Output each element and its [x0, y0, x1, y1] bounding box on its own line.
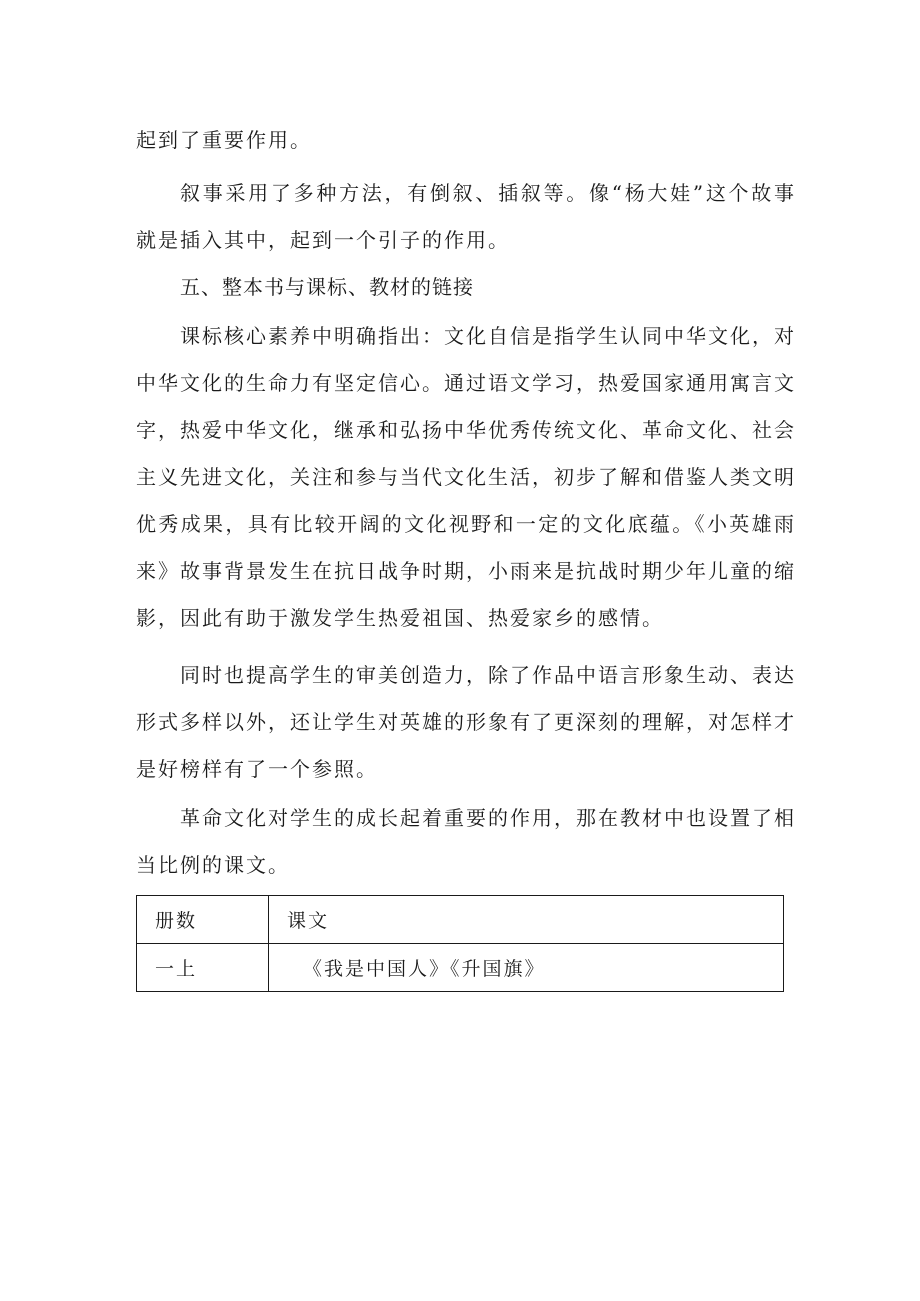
paragraph-narration-methods: 叙事采用了多种方法，有倒叙、插叙等。像“杨大娃”这个故事就是插入其中，起到一个引子的作用。 — [136, 181, 796, 252]
section-heading: 五、整本书与课标、教材的链接 — [180, 275, 474, 299]
table-header-volume: 册数 — [137, 896, 269, 944]
lessons-table — [136, 895, 784, 992]
table-row — [137, 944, 784, 992]
table-cell-volume: 一上 — [137, 944, 269, 992]
table-header-lessons: 课文 — [269, 896, 784, 944]
paragraph-revolutionary-culture: 革命文化对学生的成长起着重要的作用，那在教材中也设置了相当比例的课文。 — [136, 806, 796, 877]
paragraph-continuation: 起到了重要作用。 — [136, 128, 312, 152]
table-cell-lessons: 《我是中国人》《升国旗》 — [269, 944, 784, 992]
table-header-row — [137, 896, 784, 944]
paragraph-aesthetic-creativity: 同时也提高学生的审美创造力，除了作品中语言形象生动、表达形式多样以外，还让学生对英雄的形象有了更深刻的理解，对怎样才是好榜样有了一个参照。 — [136, 663, 796, 781]
paragraph-curriculum-standards: 课标核心素养中明确指出：文化自信是指学生认同中华文化，对中华文化的生命力有坚定信心。通过语文学习，热爱国家通用寓言文字，热爱中华文化，继承和弘扬中华优秀传统文化、革命文化、社会主义先进文化，关注和参与当代文化生活，初步了解和借鉴人类文明优秀成果，具有比较开阔的文化视野和一定的文化底蕴。《小英雄雨来》故事背景发生在抗日战争时期，小雨来是抗战时期少年儿童的缩影，因此有助于激发学生热爱祖国、热爱家乡的感情。 — [136, 324, 796, 630]
